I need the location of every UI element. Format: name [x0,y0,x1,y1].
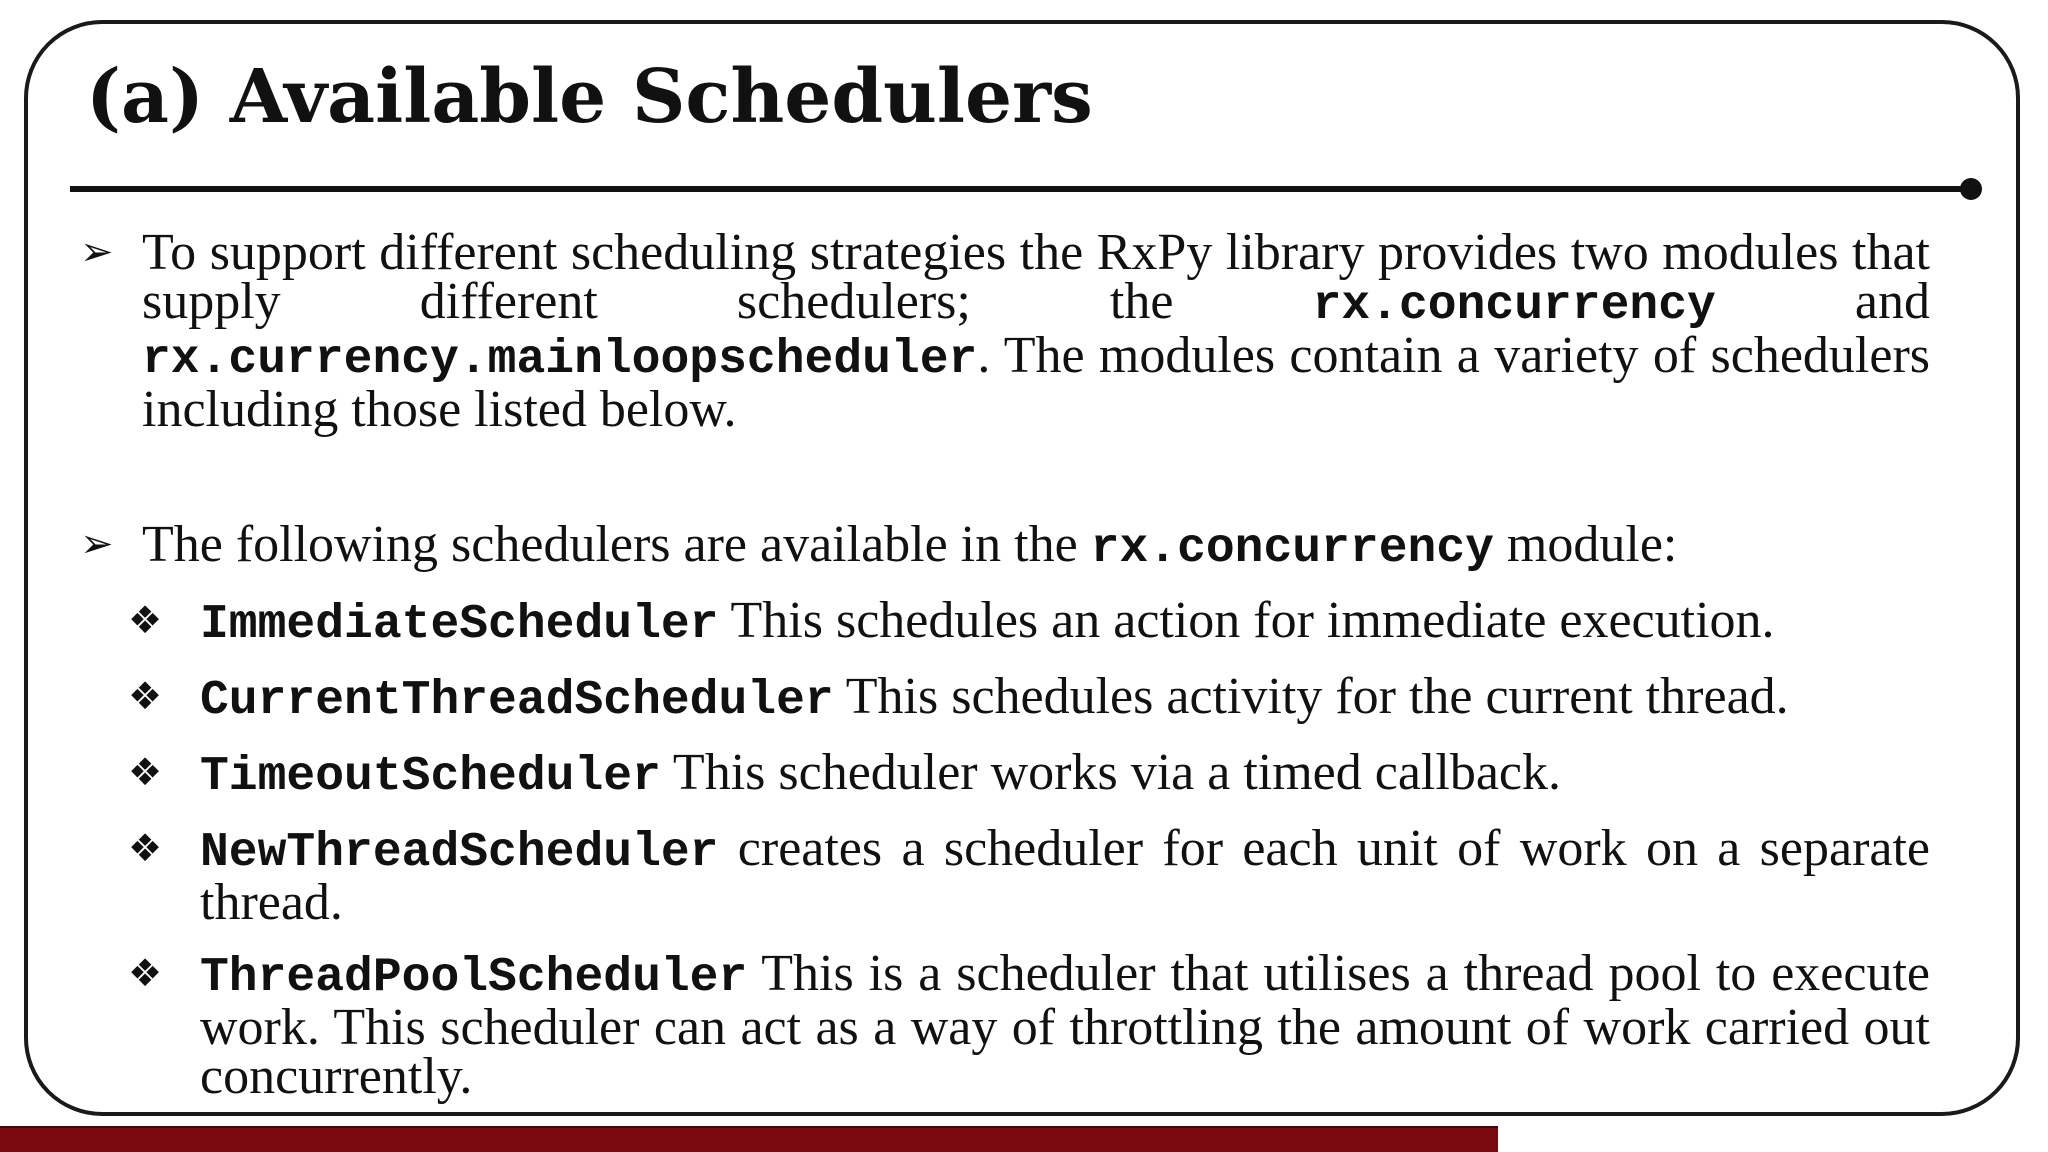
title-divider [70,186,1970,192]
scheduler-item-new-thread [80,820,1930,931]
footer-accent-bar [0,1126,1498,1152]
bullet-text: module: [1493,516,1678,573]
diamond-bullet-icon: ❖ [128,951,163,995]
scheduler-name: CurrentThreadScheduler [200,674,834,728]
bullet-scheduler-modules [80,224,1930,438]
scheduler-name: TimeoutScheduler [200,750,661,804]
slide-title: (a) Available Schedulers [86,54,1093,140]
diamond-bullet-icon: ❖ [128,826,163,870]
scheduler-description: This scheduler works via a timed callback. [660,744,1561,801]
scheduler-description: This schedules activity for the current thread. [833,668,1789,725]
scheduler-description: creates a scheduler for each unit of work on a separate thread. [200,820,1930,931]
bullet-text: The following schedulers are available in the [142,516,1091,573]
code-module-name: rx.currency.mainloopscheduler [142,333,978,387]
bullet-text: and [1715,273,1930,330]
divider-end-dot [1960,178,1982,200]
arrow-bullet-icon: ➢ [80,229,114,275]
code-module-name: rx.concurrency [1312,279,1716,333]
arrow-bullet-icon: ➢ [80,521,114,567]
scheduler-item-current-thread [80,668,1930,728]
diamond-bullet-icon: ❖ [128,750,163,794]
scheduler-item-timeout [80,744,1930,804]
scheduler-description: This schedules an action for immediate execution. [718,592,1775,649]
diamond-bullet-icon: ❖ [128,674,163,718]
bullet-text: . The modules contain a variety of schedulers including those listed below. [142,327,1930,438]
scheduler-item-immediate [80,592,1930,652]
slide-content [80,222,1930,1123]
scheduler-name: ThreadPoolScheduler [200,951,748,1005]
scheduler-list [80,592,1930,1105]
bullet-text: To support different scheduling strategies the RxPy library provides two modules that supply different schedulers; the [142,224,1930,330]
scheduler-name: ImmediateScheduler [200,598,719,652]
scheduler-description: This is a scheduler that utilises a thread pool to execute work. This scheduler can act as a way of throttling the amount of work carried out concurrently. [200,945,1930,1105]
scheduler-item-thread-pool [80,945,1930,1105]
bullet-available-schedulers [80,516,1930,576]
diamond-bullet-icon: ❖ [128,598,163,642]
scheduler-name: NewThreadScheduler [200,826,719,880]
code-module-name: rx.concurrency [1090,522,1494,576]
